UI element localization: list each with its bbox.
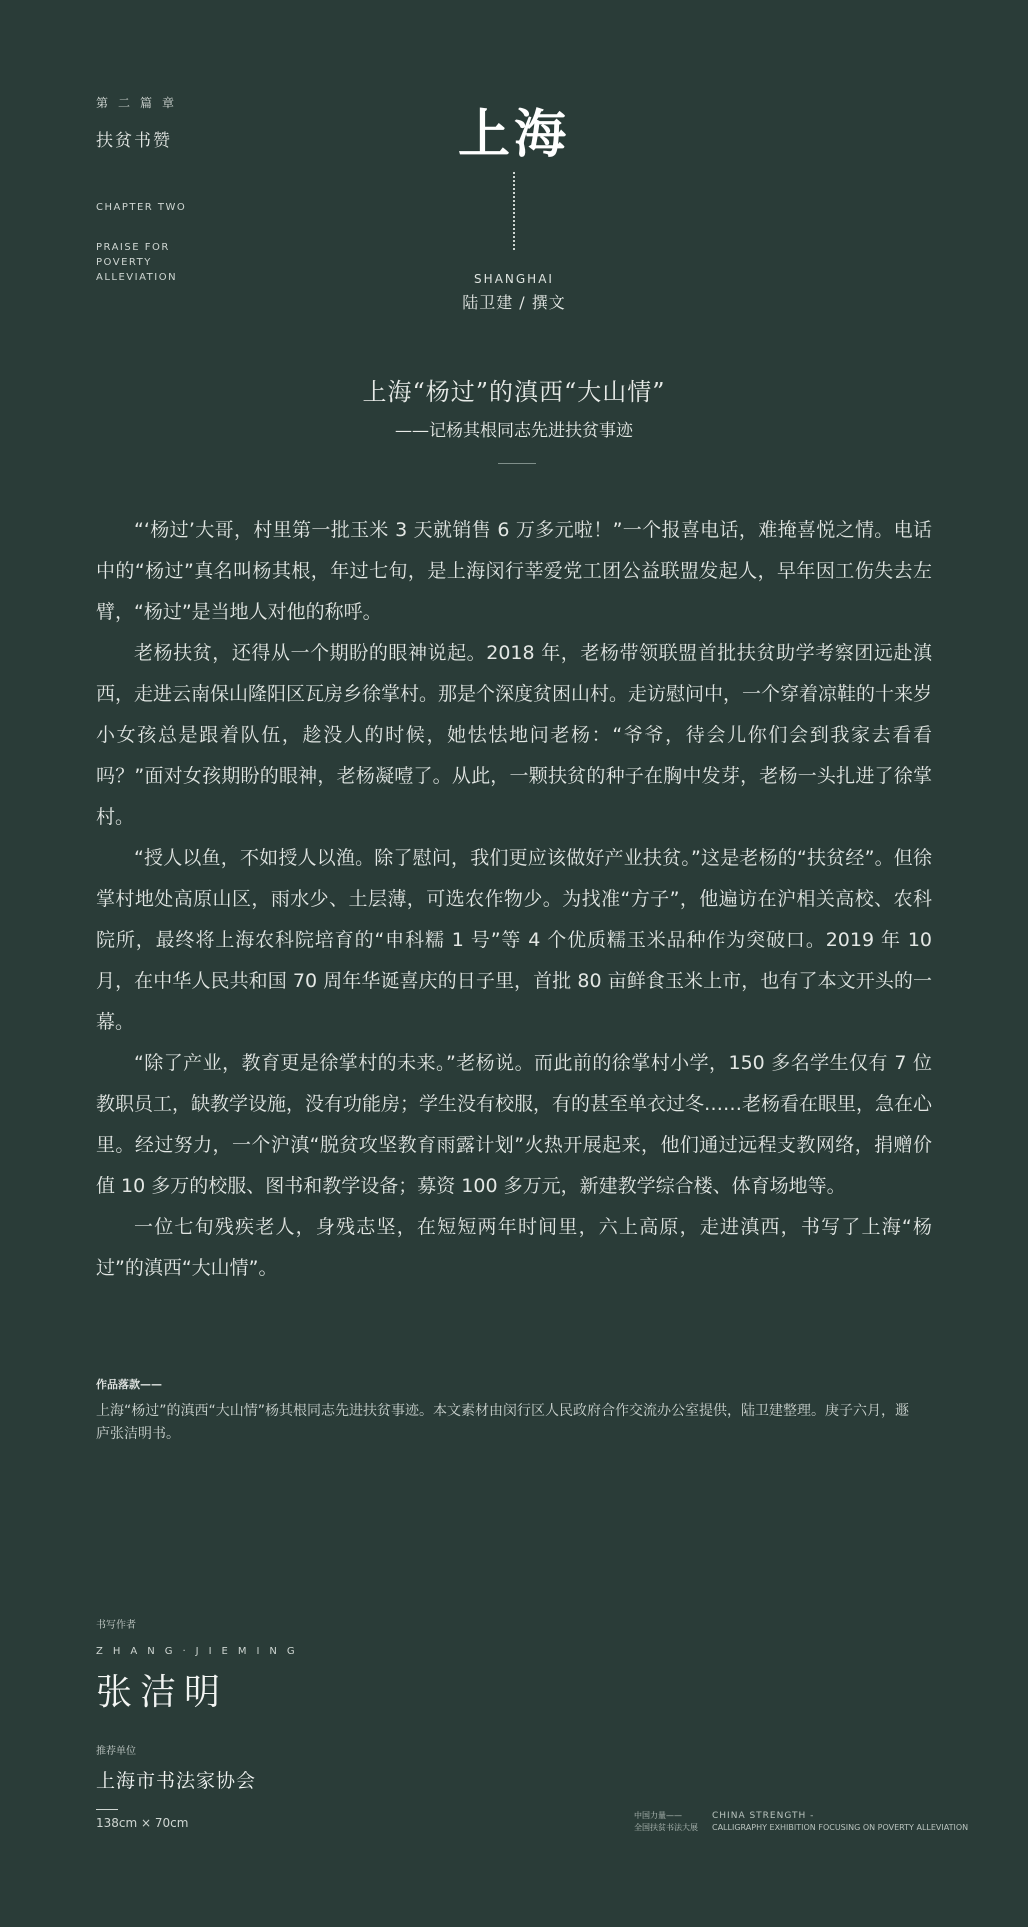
size-divider [96, 1809, 118, 1810]
logo-cn-line: 全国扶贫书法大展 [634, 1823, 698, 1832]
article-title: 上海“杨过”的滇西“大山情” [362, 378, 666, 406]
paragraph: 老杨扶贫，还得从一个期盼的眼神说起。2018 年，老杨带领联盟首批扶贫助学考察团远赴滇西，走进云南保山隆阳区瓦房乡徐掌村。那是个深度贫困山村。走访慰问中，一个穿着凉鞋的十来岁小女孩总是跟着队伍，趁没人的时候，她怯怯地问老杨：“爷爷，待会儿你们会到我家去看看吗？”面对女孩期盼的眼神，老杨凝噎了。从此，一颗扶贫的种子在胸中发芽，老杨一头扎进了徐掌村。 [96, 642, 933, 828]
writer-name-en: ZHANG·JIEMING [96, 1646, 305, 1657]
city-en: SHANGHAI [474, 272, 554, 286]
author-credit: 陆卫建 / 撰文 [462, 293, 566, 312]
work-inscription-text: 上海“杨过”的滇西“大山情”杨其根同志先进扶贫事迹。本文素材由闵行区人民政府合作交流办公室提供，陆卫建整理。庚子六月，遯庐张洁明书。 [96, 1403, 910, 1442]
chapter-title: 扶贫书赞 [96, 131, 172, 151]
paragraph: “授人以鱼，不如授人以渔。除了慰问，我们更应该做好产业扶贫。”这是老杨的“扶贫经”。但徐掌村地处高原山区，雨水少、土层薄，可选农作物少。为找准“方子”，他遍访在沪相关高校、农科院所，最终将上海农科院培育的“申科糯 1 号”等 4 个优质糯玉米品种作为突破口。2019 年 10 月，在中华人民共和国 70 周年华诞喜庆的日子里，首批 80 亩鲜食玉米上市，也有了本文开头的一幕。 [96, 847, 932, 1033]
city-title: 上海 [457, 104, 570, 165]
paragraph: “除了产业，教育更是徐掌村的未来。”老杨说。而此前的徐掌村小学，150 多名学生仅有 7 位教职员工，缺教学设施，没有功能房；学生没有校服，有的甚至单衣过冬……老杨看在眼里，急在心里。经过努力，一个沪滇“脱贫攻坚教育雨露计划”火热开展起来，他们通过远程支教网络，捐赠价值 10 多万的校服、图书和教学设备；募资 100 多万元，新建教学综合楼、体育场地等。 [96, 1052, 933, 1197]
writer-label: 书写作者 [96, 1620, 136, 1631]
paragraph: “‘杨过’大哥，村里第一批玉米 3 天就销售 6 万多元啦！”一个报喜电话，难掩喜悦之情。电话中的“杨过”真名叫杨其根，年过七旬，是上海闵行莘爱党工团公益联盟发起人，早年因工伤失去左臂，“杨过”是当地人对他的称呼。 [96, 519, 932, 623]
exhibition-logo-en [712, 1810, 968, 1834]
article-subtitle: ——记杨其根同志先进扶贫事迹 [395, 421, 633, 441]
logo-en-line: CALLIGRAPHY EXHIBITION FOCUSING ON POVERTY ALLEVIATION [712, 1823, 969, 1832]
article-body [96, 510, 932, 1289]
title-divider [498, 463, 536, 464]
work-size: 138cm × 70cm [96, 1816, 189, 1830]
chapter-en-subtitle: PRAISE FOR POVERTY ALLEVIATION [96, 242, 178, 283]
exhibition-logo-cn [634, 1810, 698, 1834]
chapter-number: 第二篇章 [96, 96, 185, 110]
logo-en-line: CHINA STRENGTH - [712, 1811, 815, 1821]
logo-cn-line: 中国力量—— [634, 1811, 682, 1820]
recommender-name: 上海市书法家协会 [96, 1770, 257, 1792]
recommender-label: 推荐单位 [96, 1746, 136, 1757]
work-inscription-label: 作品落款—— [96, 1378, 162, 1391]
chapter-en-label: CHAPTER TWO [96, 202, 187, 213]
dotted-divider [513, 172, 517, 250]
paragraph: 一位七旬残疾老人，身残志坚，在短短两年时间里，六上高原，走进滇西，书写了上海“杨过”的滇西“大山情”。 [96, 1216, 932, 1279]
writer-name: 张洁明 [96, 1672, 229, 1713]
